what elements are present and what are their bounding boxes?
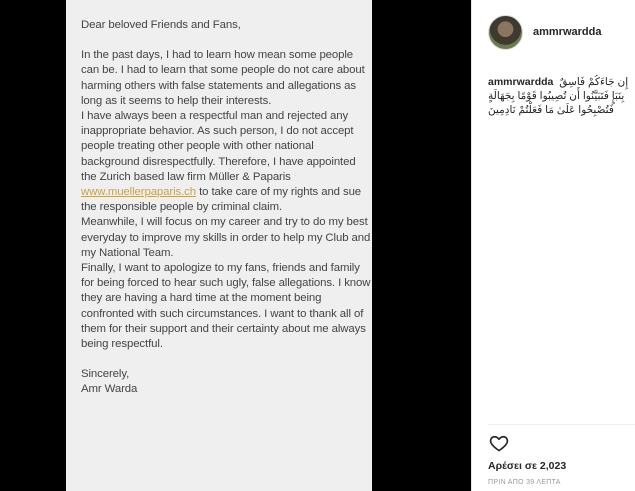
caption-username[interactable]: ammrwardda	[488, 76, 554, 88]
caption-text: إِن جَاءَكُمْ فَاسِقٌ بِنَبَإٍ فَتَبَيَّنُوا أَن تُصِيبُوا قَوْمًا بِجَهَالَةٍ فَتُصْبِحُوا عَلَىٰ مَا فَعَلْتُمْ نَادِمِينَ	[488, 76, 629, 116]
avatar[interactable]	[488, 15, 523, 50]
post-sidebar	[471, 0, 635, 491]
post-timestamp: ΠΡΙΝ ΑΠΟ 39 ΛΕΠΤΑ	[488, 479, 561, 486]
heart-icon[interactable]	[489, 433, 509, 453]
letter-paragraph-2	[81, 109, 371, 215]
letter-paragraph-3: Meanwhile, I will focus on my career and try to do my best everyday to improve my skills in order to help my Club and my National Team.	[81, 216, 371, 259]
letter-paragraph-1: In the past days, I had to learn how mean some people can be. I had to learn that some people do not care about harming others with false statements and allegations as long as it seems to help their interests.	[81, 49, 365, 107]
letter-greeting: Dear beloved Friends and Fans,	[81, 19, 241, 31]
letter-paragraph-4: Finally, I want to apologize to my fans, friends and family for being forced to hear such ugly, false allegations. I know they are having a hard time at the moment being confronted with such circumstances. I want to thank all of them for their support and their certainty about me always being respectful.	[81, 262, 371, 351]
header-username[interactable]: ammrwardda	[533, 26, 602, 38]
letter-signature: Amr Warda	[81, 383, 138, 396]
letter-paragraph-2-end: to take care of my rights and sue the responsible people by criminal claim.	[81, 186, 362, 214]
post-caption	[488, 75, 635, 117]
letter-paragraph-2-text: I have always been a respectful man and rejected any inappropriate behavior. As such person, I do not accept people treating other people with other national background disrespectfully. Therefore, I have appointed the Zurich based law firm Müller & Paparis	[81, 110, 356, 183]
post-header	[488, 14, 635, 50]
letter-closing: Sincerely,	[81, 368, 130, 381]
likes-count[interactable]: Αρέσει σε 2,023	[488, 460, 567, 472]
letter-text	[81, 18, 371, 398]
law-firm-link: www.muellerpaparis.ch	[81, 186, 197, 199]
divider	[488, 424, 635, 425]
